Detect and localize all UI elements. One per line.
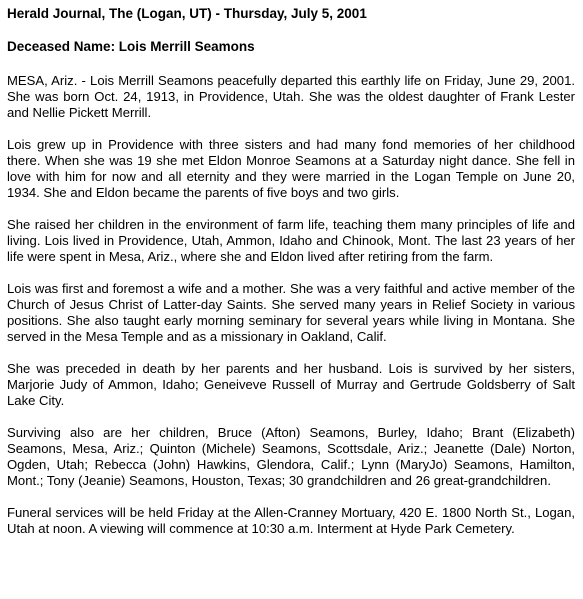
paragraph-childhood: Lois grew up in Providence with three sisters and had many fond memories of her childhood there. When she was 19 she met Eldon Monroe Seamons at a Saturday night dance. She fell in love with him for now and all eternity and they were married in the Logan Temple on June 20, 1934. She and Eldon became the parents of five boys and two girls. [7,137,575,200]
publication-header: Herald Journal, The (Logan, UT) - Thursday, July 5, 2001 [7,6,367,21]
paragraph-funeral-services: Funeral services will be held Friday at the Allen-Cranney Mortuary, 420 E. 1800 North St., Logan, Utah at noon. A viewing will commence at 10:30 a.m. Interment at Hyde Park Cemetery. [7,505,575,536]
paragraph-survived-by-sisters: She was preceded in death by her parents and her husband. Lois is survived by her sisters, Marjorie Judy of Ammon, Idaho; Geneiveve Russell of Murray and Gertrude Goldsberry of Salt Lake City. [7,361,575,408]
paragraph-family-life: She raised her children in the environment of farm life, teaching them many principles of life and living. Lois lived in Providence, Utah, Ammon, Idaho and Chinook, Mont. The last 23 years of her life were spent in Mesa, Ariz., where she and Eldon lived after retiring from the farm. [7,217,575,264]
paragraph-church-service: Lois was first and foremost a wife and a mother. She was a very faithful and active member of the Church of Jesus Christ of Latter-day Saints. She served many years in Relief Society in various positions. She also taught early morning seminary for several years while living in Montana. She served in the Mesa Temple and as a missionary in Oakland, Calif. [7,281,575,344]
paragraph-surviving-children: Surviving also are her children, Bruce (Afton) Seamons, Burley, Idaho; Brant (Elizabeth) Seamons, Mesa, Ariz.; Quinton (Michele) Seamons, Scottsdale, Ariz.; Jeanette (Dale) Norton, Ogden, Utah; Rebecca (John) Hawkins, Glendora, Calif.; Lynn (MaryJo) Seamons, Hamilton, Mont.; Tony (Jeanie) Seamons, Houston, Texas; 30 grandchildren and 26 great-grandchildren. [7,425,575,488]
deceased-name-heading: Deceased Name: Lois Merrill Seamons [7,39,255,54]
paragraph-intro: MESA, Ariz. - Lois Merrill Seamons peacefully departed this earthly life on Friday, June 29, 2001. She was born Oct. 24, 1913, in Providence, Utah. She was the oldest daughter of Frank Lester and Nellie Pickett Merrill. [7,73,575,120]
